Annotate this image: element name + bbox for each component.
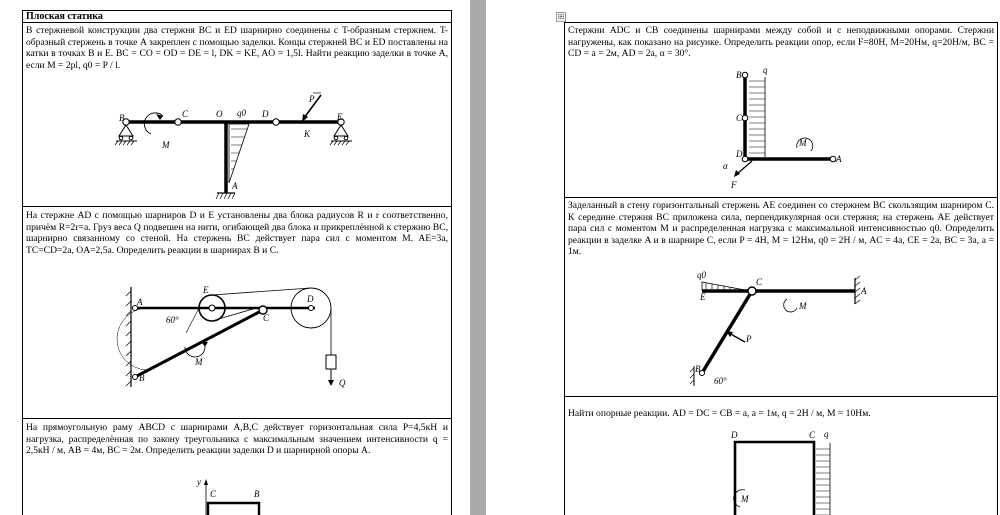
label-m: M xyxy=(162,140,170,150)
label-a: A xyxy=(137,297,143,307)
problem-3-text: На прямоугольную раму ABCD с шарнирами A,B,C действует горизонтальная сила P=4,5кН и нагрузка, распределённая по закону треугольника с максимальным значением интенсивности q = 2,5кН / м, AB = 4м, BC = 2м. Определить реакции заделки D и шарнирной опоры A. xyxy=(26,422,448,457)
label-a: A xyxy=(836,154,842,164)
problem-4-text: Стержни ADC и CB соединены шарнирами между собой и с неподвижными опорами. Стержни нагружены, как показано на рисунке. Определить реакции опор, если F=80Н, M=20Нм, q=20Н/м, BC = CD = a = 2м, AD = 2a, α = 30°. xyxy=(568,25,994,60)
moment-m-icon xyxy=(784,299,797,312)
label-c: C xyxy=(756,277,763,287)
label-q: q xyxy=(763,65,768,75)
label-60deg: 60° xyxy=(714,376,727,386)
problem-2-cell xyxy=(22,206,452,419)
label-o: O xyxy=(216,109,223,119)
label-y: y xyxy=(197,477,201,487)
label-f: F xyxy=(731,180,737,190)
label-d: D xyxy=(262,109,269,119)
label-k: K xyxy=(304,129,311,139)
label-a: A xyxy=(861,286,867,296)
label-c: C xyxy=(809,430,816,440)
label-b: B xyxy=(736,70,742,80)
problem-4-figure xyxy=(565,23,998,198)
label-d: D xyxy=(307,294,314,304)
label-alpha: α xyxy=(723,161,728,171)
label-b: B xyxy=(254,489,260,499)
slider-hinge-c-icon xyxy=(748,287,756,295)
problem-6-text: Найти опорные реакции. AD = DC = CB = a, a = 1м, q = 2Н / м, M = 10Нм. xyxy=(568,408,871,419)
label-60deg: 60° xyxy=(166,315,179,325)
y-axis-arrow-icon xyxy=(204,479,208,485)
hinge-d-icon xyxy=(273,119,279,125)
problem-1-cell xyxy=(22,22,452,207)
label-a: A xyxy=(232,181,238,191)
force-p-icon xyxy=(726,331,745,342)
label-c: C xyxy=(263,313,270,323)
weight-q-icon xyxy=(326,355,336,386)
label-m: M xyxy=(195,357,203,367)
problem-2-figure xyxy=(23,207,452,419)
problem-6-figure xyxy=(565,397,998,515)
label-b: B xyxy=(119,113,125,123)
label-c: C xyxy=(210,489,217,499)
distributed-load-q0-icon xyxy=(229,124,249,183)
hinge-b-icon xyxy=(742,72,748,78)
problem-6-cell xyxy=(564,396,998,515)
hinge-a-icon xyxy=(830,156,836,162)
hinge-c-icon xyxy=(175,119,181,125)
distributed-load-q0-icon xyxy=(702,282,745,290)
label-e: E xyxy=(203,285,209,295)
problem-3-figure xyxy=(23,419,452,515)
problem-4-cell xyxy=(564,22,998,198)
roller-support-e-icon xyxy=(330,125,352,145)
label-q: q xyxy=(824,429,829,439)
problem-5-text: Заделанный в стену горизонтальный стержень AE соединен со стержнем BC скользящим шарниром C. К середине стержня BC приложена сила, перпендикулярная оси стержня; на стержень AE действует пара сил с моментом M и распределенная нагрузка с максимальной интенсивностью q0. Определить реакции в заделке A и в шарнире C, если P = 4Н, M = 12Нм, q0 = 2Н / м, AC = 4a, CE = 2a, BC = 3a, a = 1м. xyxy=(568,200,994,258)
problem-1-text: В стержневой конструкции два стержня BC и ED шарнирно соединены с T-образным стержнем. T-образный стержень в точке A закреплен с помощью заделки. Концы стержней BC и ED поставлены на катки в точках B и E. BC = CO = OD = DE = l, DK = KE, AO = 1,5l. Найти реакцию заделки в точке A, если M = 2pl, q0 = P / l. xyxy=(26,25,448,71)
problem-1-figure xyxy=(23,23,452,207)
distributed-load-q-icon xyxy=(749,77,765,157)
label-m: M xyxy=(741,494,749,504)
label-d: D xyxy=(736,149,743,159)
label-e: E xyxy=(700,292,706,302)
label-q: Q xyxy=(339,378,346,388)
label-d: D xyxy=(731,430,738,440)
problem-5-figure xyxy=(565,198,998,397)
label-p: P xyxy=(746,334,752,344)
label-q0: q0 xyxy=(697,270,706,280)
hinge-b-icon xyxy=(133,375,138,380)
label-q0: q0 xyxy=(237,108,246,118)
label-m: M xyxy=(799,138,807,148)
label-p: P xyxy=(309,94,315,104)
label-b: B xyxy=(139,373,145,383)
force-f-icon xyxy=(734,161,752,177)
label-c: C xyxy=(182,109,189,119)
label-b: B xyxy=(695,364,701,374)
problem-3-cell xyxy=(22,418,452,515)
roller-support-b-icon xyxy=(115,125,137,145)
left-page xyxy=(0,0,470,515)
expand-table-icon[interactable]: ⊞ xyxy=(557,12,565,21)
hinge-c-icon xyxy=(742,115,748,121)
right-page xyxy=(486,0,1000,515)
section-title: Плоская статика xyxy=(22,10,452,23)
problem-2-text: На стержне AD с помощью шарниров D и E установлены два блока радиусов R и r соответственно, причём R=2r=a. Груз веса Q подвешен на нити, огибающей два блока и прикреплённой к стержню BC, шарнирно связанному со стеной. На стержень BC действует пара сил с моментом M. AE=3a, TC=CD=2a, OA=2,5a. Определить реакции в шарнирах B и C. xyxy=(26,210,448,256)
distributed-load-q-icon xyxy=(816,443,830,515)
wall-icon xyxy=(126,287,131,387)
hinge-d-icon xyxy=(742,156,748,162)
fixed-support-a-icon xyxy=(216,193,235,199)
label-c: C xyxy=(736,113,743,123)
label-e: E xyxy=(337,112,343,122)
label-m: M xyxy=(799,301,807,311)
fixed-wall-a-icon xyxy=(855,276,860,304)
problem-5-cell xyxy=(564,197,998,397)
